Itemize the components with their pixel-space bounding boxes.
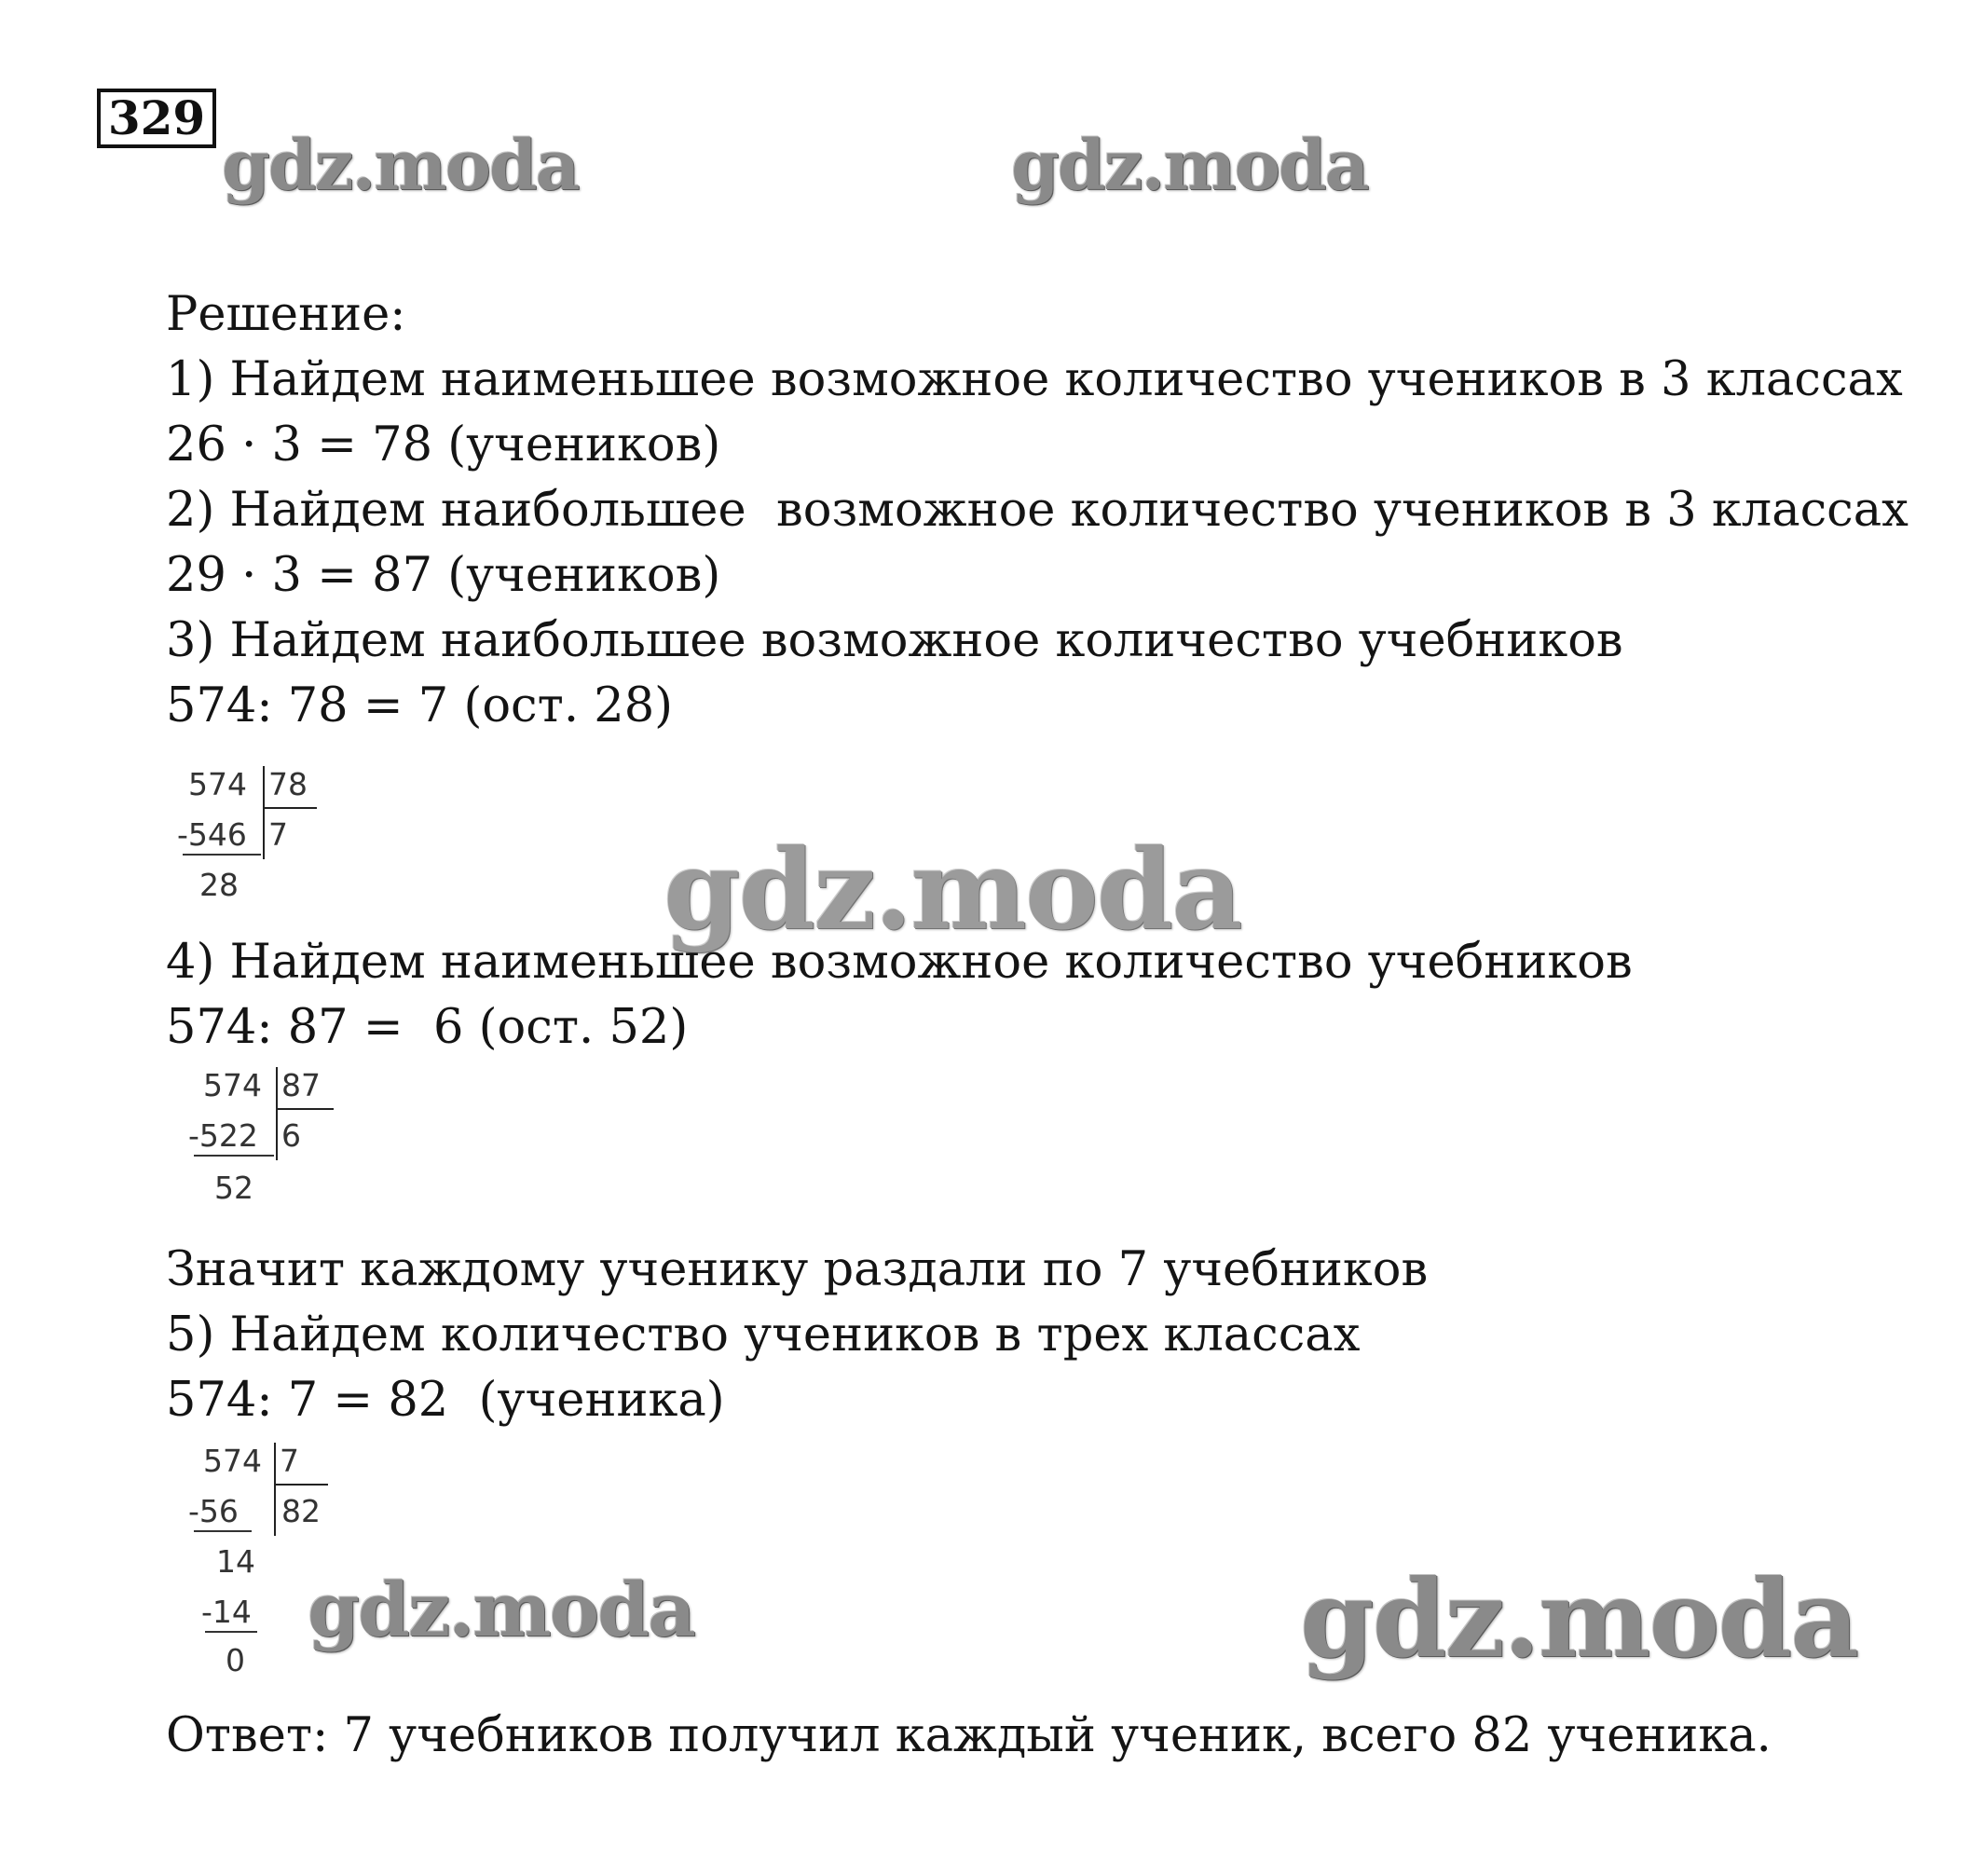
- division-subtracted: -522: [188, 1117, 258, 1154]
- division-underline: [205, 1631, 257, 1633]
- division-subtracted-2: -14: [201, 1594, 252, 1630]
- step-3-calculation: 574: 78 = 7 (ост. 28): [166, 678, 674, 733]
- watermark-logo: gdz.moda: [664, 825, 1241, 954]
- long-division-1: [177, 766, 326, 915]
- division-dividend: 574: [188, 766, 247, 802]
- division-vertical-bar: [276, 1067, 278, 1160]
- long-division-2: [188, 1067, 337, 1216]
- step-2-calculation: 29 · 3 = 87 (учеников): [166, 548, 721, 603]
- step-1-text: 1) Найдем наименьшее возможное количество учеников в 3 классах: [166, 352, 1903, 407]
- step-1-calculation: 26 · 3 = 78 (учеников): [166, 418, 721, 472]
- division-dividend: 574: [203, 1443, 262, 1479]
- division-horizontal-bar: [274, 1484, 328, 1486]
- division-underline: [194, 1530, 252, 1532]
- division-remainder: 0: [226, 1642, 245, 1678]
- watermark-logo: gdz.moda: [1300, 1556, 1858, 1681]
- step-3-text: 3) Найдем наибольшее возможное количество учебников: [166, 613, 1623, 668]
- division-quotient: 82: [281, 1493, 321, 1529]
- division-horizontal-bar: [276, 1108, 334, 1110]
- step-4-text: 4) Найдем наименьшее возможное количество учебников: [166, 935, 1633, 990]
- division-remainder: 52: [214, 1170, 253, 1206]
- long-division-3: [188, 1443, 337, 1685]
- step-4-calculation: 574: 87 = 6 (ост. 52): [166, 1000, 689, 1055]
- division-vertical-bar: [274, 1443, 276, 1536]
- division-underline: [183, 854, 261, 856]
- division-subtracted: -546: [177, 816, 247, 853]
- division-partial: 14: [216, 1543, 255, 1580]
- division-divisor: 7: [280, 1443, 299, 1479]
- task-number-badge: 329: [97, 89, 216, 148]
- division-subtracted: -56: [188, 1493, 239, 1529]
- division-remainder: 28: [199, 867, 239, 903]
- division-dividend: 574: [203, 1067, 262, 1103]
- solution-heading: Решение:: [166, 287, 406, 342]
- step-5-text: 5) Найдем количество учеников в трех классах: [166, 1308, 1361, 1362]
- division-quotient: 6: [281, 1117, 301, 1154]
- division-quotient: 7: [268, 816, 288, 853]
- answer-text: Ответ: 7 учебников получил каждый ученик, всего 82 ученика.: [166, 1708, 1772, 1763]
- division-vertical-bar: [263, 766, 265, 859]
- watermark-logo: gdz.moda: [222, 126, 579, 206]
- division-divisor: 78: [268, 766, 308, 802]
- division-underline: [194, 1155, 274, 1157]
- conclusion-text: Значит каждому ученику раздали по 7 учебников: [166, 1242, 1429, 1297]
- step-2-text: 2) Найдем наибольшее возможное количество учеников в 3 классах: [166, 483, 1909, 538]
- division-divisor: 87: [281, 1067, 321, 1103]
- watermark-logo: gdz.moda: [308, 1566, 694, 1653]
- watermark-logo: gdz.moda: [1011, 126, 1368, 206]
- division-horizontal-bar: [263, 807, 317, 809]
- step-5-calculation: 574: 7 = 82 (ученика): [166, 1373, 725, 1428]
